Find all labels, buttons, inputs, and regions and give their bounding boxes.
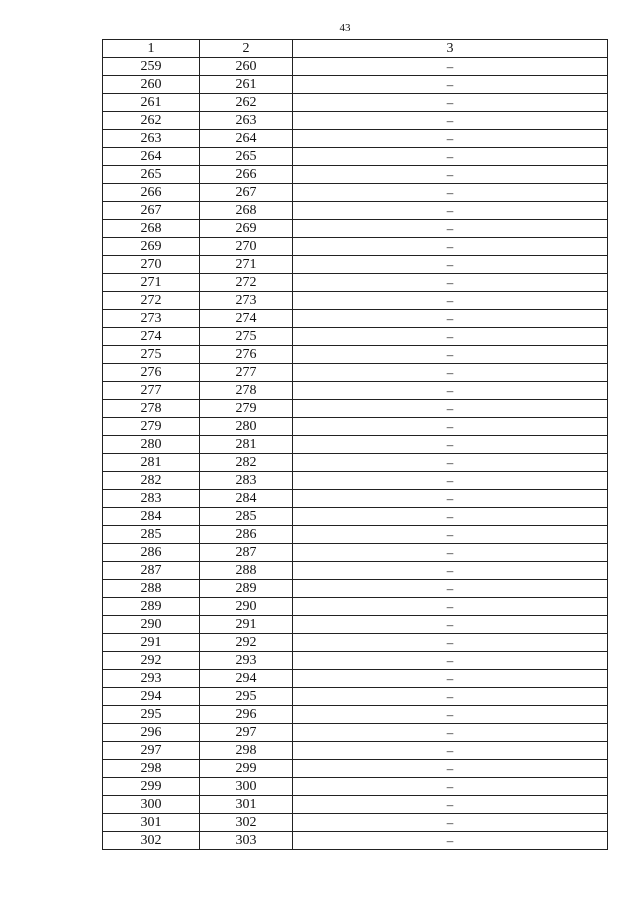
cell-col-2: 270 (200, 238, 293, 256)
cell-col-3: – (293, 490, 608, 508)
cell-col-2: 274 (200, 310, 293, 328)
cell-col-1: 295 (103, 706, 200, 724)
table-header-row (103, 40, 608, 58)
table-row (103, 832, 608, 850)
cell-col-2: 299 (200, 760, 293, 778)
cell-col-1: 285 (103, 526, 200, 544)
cell-col-3: – (293, 436, 608, 454)
table-row (103, 616, 608, 634)
cell-col-1: 277 (103, 382, 200, 400)
cell-col-2: 291 (200, 616, 293, 634)
cell-col-1: 294 (103, 688, 200, 706)
cell-col-2: 293 (200, 652, 293, 670)
cell-col-1: 290 (103, 616, 200, 634)
table-row (103, 814, 608, 832)
table-row (103, 688, 608, 706)
cell-col-2: 285 (200, 508, 293, 526)
cell-col-3: – (293, 832, 608, 850)
cell-col-3: – (293, 346, 608, 364)
cell-col-2: 260 (200, 58, 293, 76)
cell-col-3: – (293, 652, 608, 670)
cell-col-2: 279 (200, 400, 293, 418)
cell-col-2: 287 (200, 544, 293, 562)
cell-col-3: – (293, 58, 608, 76)
table-row (103, 760, 608, 778)
cell-col-2: 281 (200, 436, 293, 454)
cell-col-1: 274 (103, 328, 200, 346)
cell-col-2: 296 (200, 706, 293, 724)
cell-col-1: 276 (103, 364, 200, 382)
cell-col-2: 301 (200, 796, 293, 814)
cell-col-3: – (293, 580, 608, 598)
cell-col-3: – (293, 454, 608, 472)
cell-col-1: 278 (103, 400, 200, 418)
cell-col-3: – (293, 688, 608, 706)
cell-col-2: 286 (200, 526, 293, 544)
cell-col-2: 268 (200, 202, 293, 220)
table-row (103, 472, 608, 490)
cell-col-2: 290 (200, 598, 293, 616)
cell-col-2: 276 (200, 346, 293, 364)
table-row (103, 544, 608, 562)
cell-col-2: 265 (200, 148, 293, 166)
cell-col-1: 289 (103, 598, 200, 616)
table-row (103, 382, 608, 400)
cell-col-3: – (293, 778, 608, 796)
table-row (103, 490, 608, 508)
table-row (103, 274, 608, 292)
data-table-container (102, 39, 607, 850)
cell-col-2: 303 (200, 832, 293, 850)
cell-col-3: – (293, 508, 608, 526)
cell-col-1: 298 (103, 760, 200, 778)
cell-col-2: 267 (200, 184, 293, 202)
cell-col-1: 267 (103, 202, 200, 220)
cell-col-2: 284 (200, 490, 293, 508)
cell-col-1: 286 (103, 544, 200, 562)
cell-col-1: 279 (103, 418, 200, 436)
cell-col-1: 284 (103, 508, 200, 526)
cell-col-3: – (293, 724, 608, 742)
cell-col-3: – (293, 310, 608, 328)
cell-col-3: – (293, 202, 608, 220)
table-row (103, 364, 608, 382)
cell-col-3: – (293, 220, 608, 238)
table-row (103, 130, 608, 148)
table-header (103, 40, 608, 58)
table-row (103, 706, 608, 724)
cell-col-3: – (293, 328, 608, 346)
cell-col-3: – (293, 616, 608, 634)
table-row (103, 796, 608, 814)
cell-col-2: 292 (200, 634, 293, 652)
cell-col-1: 292 (103, 652, 200, 670)
table-row (103, 184, 608, 202)
table-row (103, 778, 608, 796)
cell-col-3: – (293, 598, 608, 616)
cell-col-1: 293 (103, 670, 200, 688)
cell-col-2: 269 (200, 220, 293, 238)
table-row (103, 400, 608, 418)
table-row (103, 148, 608, 166)
cell-col-1: 262 (103, 112, 200, 130)
cell-col-3: – (293, 472, 608, 490)
page-number: 43 (339, 22, 351, 34)
table-row (103, 202, 608, 220)
cell-col-1: 275 (103, 346, 200, 364)
cell-col-2: 295 (200, 688, 293, 706)
table-row (103, 670, 608, 688)
column-header-1: 1 (103, 40, 200, 58)
table-body (103, 58, 608, 850)
cell-col-3: – (293, 706, 608, 724)
cell-col-1: 302 (103, 832, 200, 850)
cell-col-3: – (293, 814, 608, 832)
table-row (103, 328, 608, 346)
cell-col-1: 291 (103, 634, 200, 652)
table-row (103, 742, 608, 760)
cell-col-2: 272 (200, 274, 293, 292)
cell-col-2: 294 (200, 670, 293, 688)
cell-col-2: 283 (200, 472, 293, 490)
cell-col-1: 270 (103, 256, 200, 274)
table-row (103, 508, 608, 526)
cell-col-3: – (293, 400, 608, 418)
cell-col-3: – (293, 184, 608, 202)
cell-col-1: 300 (103, 796, 200, 814)
cell-col-1: 288 (103, 580, 200, 598)
cell-col-2: 277 (200, 364, 293, 382)
table-row (103, 346, 608, 364)
cell-col-2: 300 (200, 778, 293, 796)
table-row (103, 58, 608, 76)
table-row (103, 310, 608, 328)
cell-col-3: – (293, 796, 608, 814)
cell-col-1: 271 (103, 274, 200, 292)
cell-col-3: – (293, 130, 608, 148)
column-header-3: 3 (293, 40, 608, 58)
cell-col-2: 297 (200, 724, 293, 742)
cell-col-1: 260 (103, 76, 200, 94)
cell-col-2: 263 (200, 112, 293, 130)
cell-col-3: – (293, 76, 608, 94)
cell-col-2: 273 (200, 292, 293, 310)
table-row (103, 238, 608, 256)
cell-col-2: 262 (200, 94, 293, 112)
data-table (102, 39, 608, 850)
table-row (103, 76, 608, 94)
table-row (103, 436, 608, 454)
cell-col-3: – (293, 274, 608, 292)
column-header-2: 2 (200, 40, 293, 58)
table-row (103, 454, 608, 472)
table-row (103, 724, 608, 742)
cell-col-1: 287 (103, 562, 200, 580)
cell-col-1: 263 (103, 130, 200, 148)
cell-col-1: 283 (103, 490, 200, 508)
cell-col-3: – (293, 256, 608, 274)
cell-col-3: – (293, 418, 608, 436)
cell-col-3: – (293, 148, 608, 166)
cell-col-1: 297 (103, 742, 200, 760)
table-row (103, 526, 608, 544)
cell-col-3: – (293, 112, 608, 130)
cell-col-2: 261 (200, 76, 293, 94)
cell-col-2: 280 (200, 418, 293, 436)
cell-col-1: 301 (103, 814, 200, 832)
table-row (103, 166, 608, 184)
cell-col-1: 268 (103, 220, 200, 238)
cell-col-3: – (293, 634, 608, 652)
table-row (103, 94, 608, 112)
cell-col-1: 273 (103, 310, 200, 328)
cell-col-2: 266 (200, 166, 293, 184)
table-row (103, 634, 608, 652)
cell-col-3: – (293, 562, 608, 580)
table-row (103, 418, 608, 436)
cell-col-3: – (293, 382, 608, 400)
cell-col-2: 288 (200, 562, 293, 580)
table-row (103, 598, 608, 616)
cell-col-3: – (293, 292, 608, 310)
cell-col-3: – (293, 544, 608, 562)
cell-col-3: – (293, 166, 608, 184)
cell-col-1: 259 (103, 58, 200, 76)
cell-col-2: 302 (200, 814, 293, 832)
cell-col-1: 281 (103, 454, 200, 472)
table-row (103, 652, 608, 670)
cell-col-1: 264 (103, 148, 200, 166)
table-row (103, 580, 608, 598)
cell-col-2: 298 (200, 742, 293, 760)
cell-col-2: 264 (200, 130, 293, 148)
table-row (103, 292, 608, 310)
cell-col-1: 296 (103, 724, 200, 742)
table-row (103, 562, 608, 580)
cell-col-1: 299 (103, 778, 200, 796)
table-row (103, 112, 608, 130)
cell-col-2: 275 (200, 328, 293, 346)
cell-col-3: – (293, 364, 608, 382)
table-row (103, 256, 608, 274)
cell-col-1: 282 (103, 472, 200, 490)
cell-col-3: – (293, 670, 608, 688)
cell-col-3: – (293, 94, 608, 112)
cell-col-1: 261 (103, 94, 200, 112)
cell-col-1: 265 (103, 166, 200, 184)
cell-col-3: – (293, 742, 608, 760)
cell-col-2: 282 (200, 454, 293, 472)
cell-col-3: – (293, 760, 608, 778)
cell-col-3: – (293, 238, 608, 256)
cell-col-1: 269 (103, 238, 200, 256)
cell-col-1: 266 (103, 184, 200, 202)
cell-col-1: 280 (103, 436, 200, 454)
cell-col-2: 278 (200, 382, 293, 400)
cell-col-2: 271 (200, 256, 293, 274)
cell-col-1: 272 (103, 292, 200, 310)
cell-col-3: – (293, 526, 608, 544)
table-row (103, 220, 608, 238)
cell-col-2: 289 (200, 580, 293, 598)
